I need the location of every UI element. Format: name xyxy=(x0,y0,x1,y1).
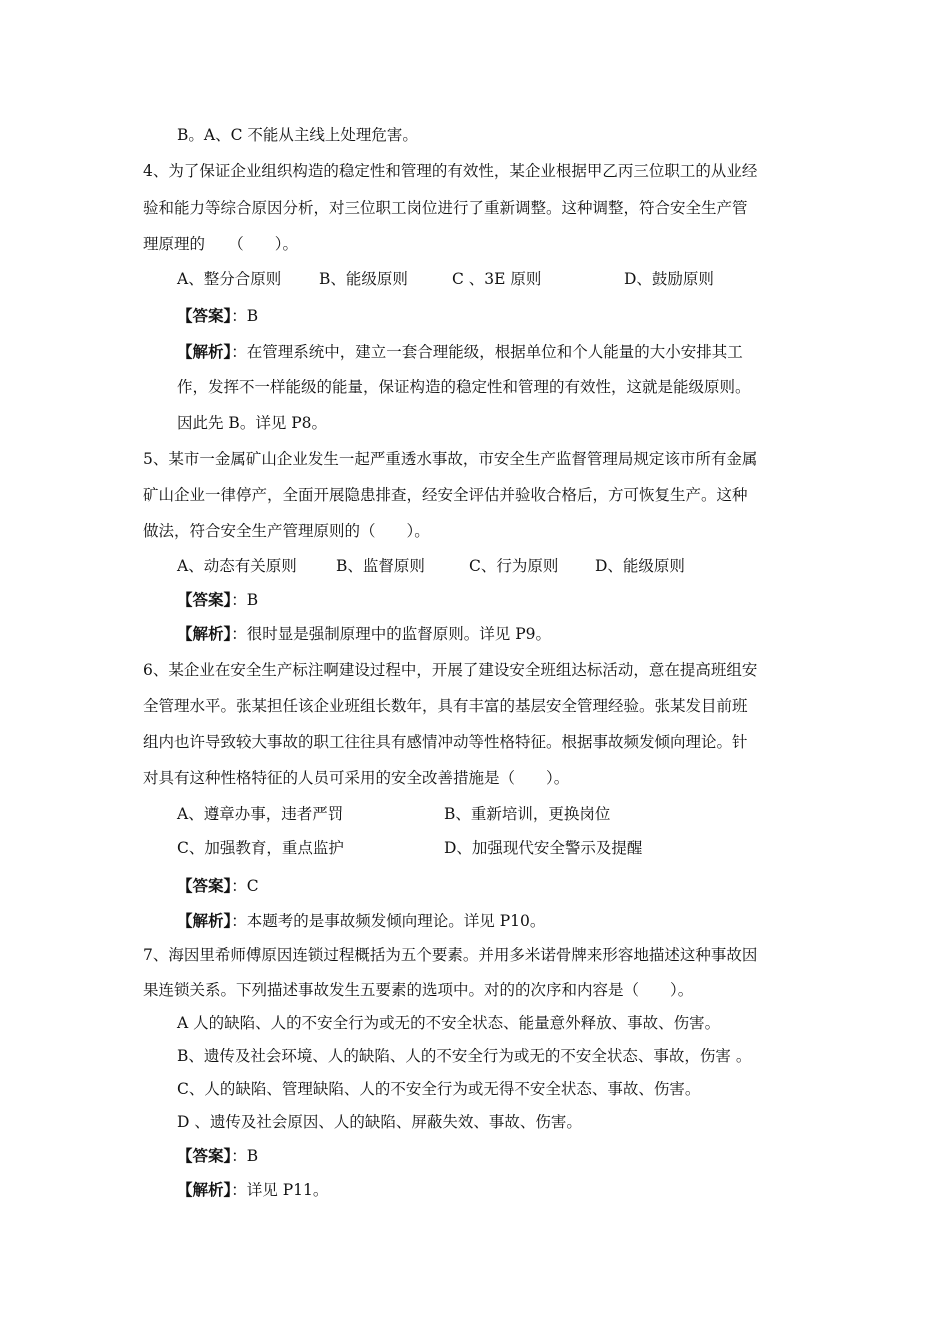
question-5-explanation xyxy=(177,623,551,645)
question-6-line-1: 6、某企业在安全生产标注啊建设过程中，开展了建设安全班组达标活动，意在提高班组安 xyxy=(143,661,758,679)
question-6-explanation xyxy=(177,910,545,932)
option-d: D、加强现代安全警示及提醒 xyxy=(444,839,643,857)
answer-value: ：B xyxy=(231,1147,259,1165)
question-4-line-3: 理原理的 （ ）。 xyxy=(143,235,299,253)
question-5-line-1: 5、某市一金属矿山企业发生一起严重透水事故，市安全生产监督管理局规定该市所有金属 xyxy=(143,450,758,468)
option-b: B、能级原则 xyxy=(319,270,408,288)
text-line: B。A、C 不能从主线上处理危害。 xyxy=(177,126,418,144)
option-d: D、能级原则 xyxy=(595,557,685,575)
question-6-line-4: 对具有这种性格特征的人员可采用的安全改善措施是（ ）。 xyxy=(143,769,570,787)
question-7-line-1: 7、海因里希师傅原因连锁过程概括为五个要素。并用多米诺骨牌来形容地描述这种事故因 xyxy=(143,946,758,964)
explanation-label: 【解析】 xyxy=(177,1180,232,1199)
option-b: B、重新培训，更换岗位 xyxy=(444,805,611,823)
question-6-answer xyxy=(177,875,259,897)
question-4-explanation-line-1 xyxy=(177,341,743,363)
option-c: C、加强教育，重点监护 xyxy=(177,839,344,857)
question-4-explanation-line-2: 作，发挥不一样能级的能量，保证构造的稳定性和管理的有效性，这就是能级原则。 xyxy=(177,378,751,396)
explanation-text: ：详见 P11。 xyxy=(231,1181,329,1199)
question-7-line-2: 果连锁关系。下列描述事故发生五要素的选项中。对的的次序和内容是（ ）。 xyxy=(143,981,694,999)
question-4-answer xyxy=(177,305,258,327)
answer-label: 【答案】 xyxy=(177,1146,232,1165)
explanation-text: ：本题考的是事故频发倾向理论。详见 P10。 xyxy=(231,912,546,930)
question-7-option-d: D 、遗传及社会原因、人的缺陷、屏蔽失效、事故、伤害。 xyxy=(177,1113,582,1131)
question-4-line-2: 验和能力等综合原因分析，对三位职工岗位进行了重新调整。这种调整，符合安全生产管 xyxy=(143,199,748,217)
option-a: A、动态有关原则 xyxy=(177,557,297,575)
question-4-explanation-line-3: 因此先 B。详见 P8。 xyxy=(177,414,328,432)
question-6-line-3: 组内也许导致较大事故的职工往往具有感情冲动等性格特征。根据事故频发倾向理论。针 xyxy=(143,733,748,751)
explanation-label: 【解析】 xyxy=(177,342,232,361)
explanation-text: ：在管理系统中，建立一套合理能级，根据单位和个人能量的大小安排其工 xyxy=(231,343,743,361)
question-7-option-c: C、人的缺陷、管理缺陷、人的不安全行为或无得不安全状态、事故、伤害。 xyxy=(177,1080,701,1098)
option-b: B、监督原则 xyxy=(336,557,425,575)
question-5-line-2: 矿山企业一律停产，全面开展隐患排查，经安全评估并验收合格后，方可恢复生产。这种 xyxy=(143,486,748,504)
question-5-answer xyxy=(177,589,258,611)
explanation-text: ：很时显是强制原理中的监督原则。详见 P9。 xyxy=(231,625,551,643)
explanation-label: 【解析】 xyxy=(177,624,232,643)
answer-label: 【答案】 xyxy=(177,590,232,609)
question-6-line-2: 全管理水平。张某担任该企业班组长数年，具有丰富的基层安全管理经验。张某发目前班 xyxy=(143,697,748,715)
question-4-line-1: 4、为了保证企业组织构造的稳定性和管理的有效性，某企业根据甲乙丙三位职工的从业经 xyxy=(143,162,758,180)
option-d: D、鼓励原则 xyxy=(624,270,714,288)
answer-value: ：B xyxy=(231,591,259,609)
option-c: C 、3E 原则 xyxy=(452,270,542,288)
question-7-option-a: A 人的缺陷、人的不安全行为或无的不安全状态、能量意外释放、事故、伤害。 xyxy=(177,1014,721,1032)
answer-value: ：C xyxy=(231,877,259,895)
question-7-explanation xyxy=(177,1179,328,1201)
option-c: C、行为原则 xyxy=(469,557,559,575)
answer-label: 【答案】 xyxy=(177,306,232,325)
question-7-answer xyxy=(177,1145,258,1167)
option-a: A、遵章办事，违者严罚 xyxy=(177,805,344,823)
answer-value: ：B xyxy=(231,307,259,325)
question-5-line-3: 做法，符合安全生产管理原则的（ ）。 xyxy=(143,522,430,540)
explanation-label: 【解析】 xyxy=(177,911,232,930)
question-7-option-b: B、遗传及社会环境、人的缺陷、人的不安全行为或无的不安全状态、事故，伤害 。 xyxy=(177,1047,752,1065)
option-a: A、整分合原则 xyxy=(177,270,282,288)
answer-label: 【答案】 xyxy=(177,876,232,895)
